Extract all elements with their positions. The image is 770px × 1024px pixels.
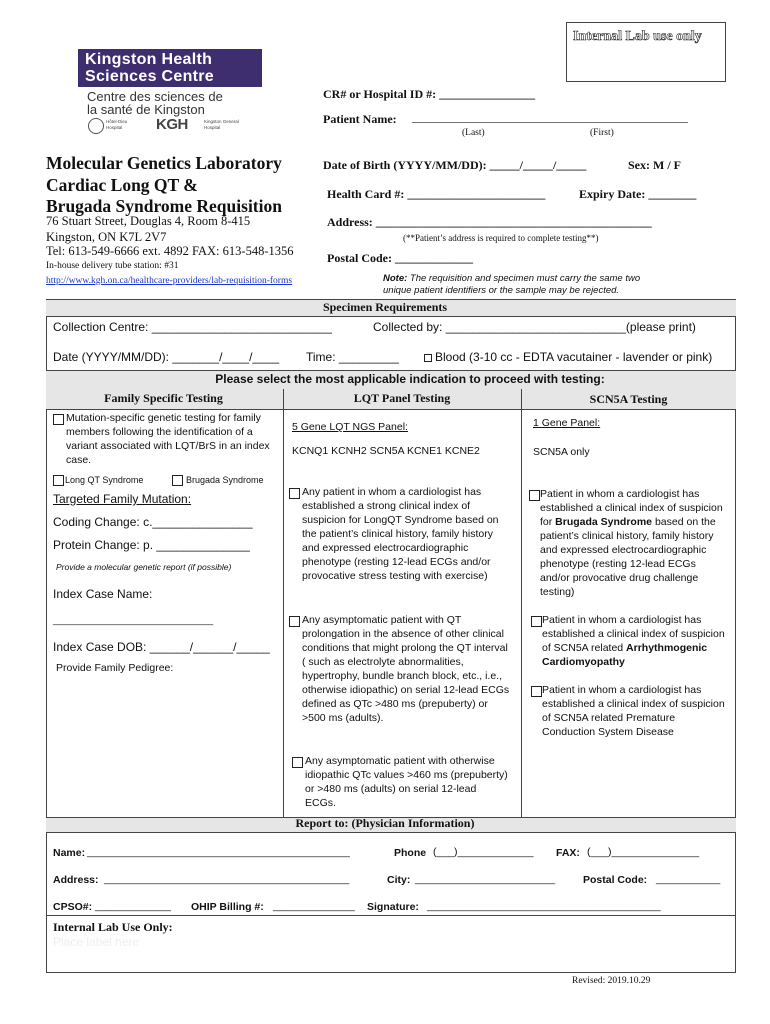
- lqt-option-1-checkbox[interactable]: [289, 488, 300, 499]
- physician-postal-field[interactable]: ___________: [656, 873, 721, 885]
- report-header: Report to: (Physician Information): [295, 816, 475, 830]
- physician-address-field[interactable]: __________________________________________: [104, 873, 350, 885]
- collected-by-field[interactable]: Collected by: ___________________________(please print): [373, 320, 696, 334]
- index-case-dob-field[interactable]: Index Case DOB: ______/______/_____: [53, 640, 270, 654]
- long-qt-option[interactable]: [53, 475, 143, 486]
- col-lqt-title: LQT Panel Testing: [353, 391, 451, 405]
- first-name-hint: (First): [590, 128, 614, 138]
- scn5a-panel-title: 1 Gene Panel:: [533, 417, 601, 429]
- expiry-date-field[interactable]: Expiry Date: ________: [579, 187, 697, 201]
- internal-bottom-label: Internal Lab Use Only:: [53, 920, 173, 934]
- targeted-mutation-label: Targeted Family Mutation:: [53, 492, 192, 506]
- col-scn5a-title: SCN5A Testing: [589, 392, 668, 406]
- mutation-specific-checkbox[interactable]: [53, 414, 64, 425]
- sex-field[interactable]: Sex: M / F: [628, 158, 681, 172]
- hotel-dieu-text-2: Hospital: [106, 125, 123, 130]
- lab-title-1: Molecular Genetics Laboratory: [46, 153, 282, 173]
- lqt-option-1-text: Any patient in whom a cardiologist has established a strong clinical index of suspicion for LongQT Syndrome based on the patient’s clinical history, family history and expressed electrocardiographic phenotype (resting 12-lead ECGs and/or provocative stress testing with exercise): [302, 486, 499, 582]
- lqt-option-3[interactable]: [291, 754, 509, 810]
- scn5a-option-3-checkbox[interactable]: [531, 686, 542, 697]
- physician-name-label: Name:: [53, 847, 86, 859]
- internal-bottom-divider: [46, 915, 736, 916]
- physician-fax-label: FAX:: [556, 847, 580, 859]
- blood-checkbox[interactable]: [424, 354, 432, 362]
- kgh-text-2: Hospital: [204, 125, 221, 130]
- address-note: (**Patient’s address is required to complete testing**): [403, 233, 599, 243]
- lab-address-1: 76 Stuart Street, Douglas 4, Room 8-415: [46, 214, 251, 228]
- collection-time-field[interactable]: Time: _________: [306, 350, 399, 364]
- internal-lab-label: Internal Lab use only: [573, 29, 702, 44]
- blood-label: Blood (3-10 cc - EDTA vacutainer - lavender or pink): [435, 350, 713, 364]
- long-qt-label: Long QT Syndrome: [65, 475, 144, 485]
- coding-change-field[interactable]: Coding Change: c._______________: [53, 515, 253, 529]
- scn5a-option-1-text: [540, 487, 728, 599]
- signature-field[interactable]: ________________________________________: [427, 900, 661, 912]
- health-card-field[interactable]: Health Card #: _______________________: [327, 187, 546, 201]
- divider-1: [283, 389, 284, 817]
- indication-header: Please select the most applicable indication to proceed with testing:: [215, 372, 605, 386]
- revised-date: Revised: 2019.10.29: [572, 976, 651, 986]
- identifier-note: [383, 273, 640, 297]
- hotel-dieu-text-1: Hôtel-Dieu: [106, 119, 128, 124]
- family-pedigree-label: Provide Family Pedigree:: [56, 662, 174, 674]
- blood-option[interactable]: [424, 350, 712, 364]
- signature-label: Signature:: [367, 901, 419, 913]
- cr-hospital-id-field[interactable]: CR# or Hospital ID #: ________________: [323, 87, 536, 101]
- patient-name-label: Patient Name:: [323, 112, 397, 126]
- logo-line2: Sciences Centre: [85, 68, 215, 85]
- brugada-checkbox[interactable]: [172, 475, 183, 486]
- scn5a-opt2-a: Patient in whom a cardiologist has established a clinical index of suspicion of SCN5A related: [542, 614, 725, 654]
- scn5a-option-2-checkbox[interactable]: [531, 616, 542, 627]
- brugada-option[interactable]: [172, 475, 264, 486]
- lab-address-2: Kingston, ON K7L 2V7: [46, 230, 167, 244]
- lqt-panel-title: 5 Gene LQT NGS Panel:: [292, 421, 408, 433]
- lab-title-3: Brugada Syndrome Requisition: [46, 196, 282, 216]
- scn5a-opt1-c: based on the patient’s clinical history, family history and expressed electrocardiographic phenotype (resting 12-lead ECGs and/or provocative drug challenge testing): [540, 516, 716, 598]
- physician-address-label: Address:: [53, 874, 99, 886]
- collection-centre-field[interactable]: Collection Centre: ___________________________: [53, 320, 332, 334]
- brugada-label: Brugada Syndrome: [186, 475, 264, 485]
- physician-name-field[interactable]: _____________________________________________: [87, 846, 350, 858]
- physician-city-field[interactable]: ________________________: [415, 873, 556, 885]
- scn5a-option-1[interactable]: [528, 487, 728, 599]
- physician-city-label: City:: [387, 874, 411, 886]
- internal-bottom-ghost: Place label here: [53, 935, 140, 949]
- lqt-option-1[interactable]: [288, 485, 510, 583]
- lqt-option-2-checkbox[interactable]: [289, 616, 300, 627]
- lqt-genes: KCNQ1 KCNH2 SCN5A KCNE1 KCNE2: [292, 445, 480, 457]
- scn5a-option-2-text: [542, 613, 728, 669]
- note-bold: Note:: [383, 273, 408, 284]
- genetic-report-note: Provide a molecular genetic report (if possible): [56, 562, 232, 572]
- logo-line1: Kingston Health: [85, 51, 213, 68]
- physician-fax-field[interactable]: (___)_______________: [587, 846, 700, 858]
- kgh-logo-text: KGH: [156, 116, 188, 133]
- divider-2: [521, 389, 522, 817]
- ohip-label: OHIP Billing #:: [191, 901, 264, 913]
- logo-french-1: Centre des sciences de: [87, 89, 223, 104]
- scn5a-option-3[interactable]: [530, 683, 728, 739]
- index-case-name-field[interactable]: ________________________________: [53, 615, 214, 625]
- scn5a-option-1-checkbox[interactable]: [529, 490, 540, 501]
- scn5a-option-3-text: Patient in whom a cardiologist has established a clinical index of suspicion of SCN5A related Premature Conduction System Disease: [542, 684, 725, 738]
- cpso-field[interactable]: _____________: [95, 900, 171, 912]
- long-qt-checkbox[interactable]: [53, 475, 64, 486]
- col-family-title: Family Specific Testing: [104, 391, 223, 405]
- ohip-field[interactable]: ______________: [273, 900, 355, 912]
- address-field[interactable]: Address: ______________________________________________: [327, 215, 652, 229]
- lqt-option-2[interactable]: [288, 613, 510, 725]
- collection-date-field[interactable]: Date (YYYY/MM/DD): _______/____/____: [53, 350, 280, 364]
- lab-delivery: In-house delivery tube station: #31: [46, 261, 179, 271]
- lab-url-link[interactable]: http://www.kgh.on.ca/healthcare-providers/lab-requisition-forms: [46, 276, 293, 286]
- physician-phone-field[interactable]: (___)_____________: [433, 846, 534, 858]
- physician-postal-label: Postal Code:: [583, 874, 648, 886]
- cpso-label: CPSO#:: [53, 901, 93, 913]
- specimen-header: Specimen Requirements: [322, 300, 448, 314]
- kingston-logo: [78, 49, 262, 87]
- last-name-hint: (Last): [462, 128, 485, 138]
- lab-title-2: Cardiac Long QT &: [46, 175, 198, 195]
- internal-lab-box: [566, 22, 726, 82]
- mutation-specific-text: Mutation-specific genetic testing for family members following the identification of a variant associated with LQT/BrS in an index case.: [66, 412, 270, 466]
- patient-name-field[interactable]: ______________________________________________: [412, 110, 688, 124]
- lqt-option-2-text: Any asymptomatic patient with QT prolongation in the absence of other clinical conditions that might prolong the QT interval ( such as electrolyte abnormalities, hypertrophy, bundle branch block, etc., i.e., otherwise idiopathic) on serial 12-lead ECGs defined as QTc >480 ms (prepuberty) or >500 ms (adults).: [302, 614, 510, 724]
- kgh-text-1: Kingston General: [204, 119, 239, 124]
- index-case-name-label: Index Case Name:: [53, 587, 153, 601]
- mutation-specific-option[interactable]: [53, 411, 275, 467]
- scn5a-opt1-a: Patient in whom a cardiologist has established a clinical index of suspicion for: [540, 488, 723, 528]
- scn5a-opt2-b: Arrhythmogenic Cardiomyopathy: [542, 642, 708, 668]
- note-text-1: The requisition and specimen must carry the same two: [407, 273, 641, 284]
- protein-change-field[interactable]: Protein Change: p. ______________: [53, 538, 250, 552]
- dob-field[interactable]: Date of Birth (YYYY/MM/DD): _____/_____/_____: [323, 158, 587, 172]
- lab-tel: Tel: 613-549-6666 ext. 4892 FAX: 613-548-1356: [46, 244, 294, 258]
- scn5a-only: SCN5A only: [533, 446, 590, 458]
- lqt-option-3-checkbox[interactable]: [292, 757, 303, 768]
- postal-code-field[interactable]: Postal Code: _____________: [327, 251, 473, 265]
- lqt-option-3-text: Any asymptomatic patient with otherwise idiopathic QTc values >460 ms (prepuberty) or >480 ms (adults) on serial 12-lead ECGs.: [305, 755, 508, 809]
- scn5a-opt1-b: Brugada Syndrome: [555, 516, 653, 528]
- hotel-dieu-icon: [88, 118, 104, 134]
- note-text-2: unique patient identifiers or the sample may be rejected.: [383, 285, 620, 296]
- scn5a-option-2[interactable]: [530, 613, 728, 669]
- physician-phone-label: Phone: [394, 847, 427, 859]
- logo-french-2: la santé de Kingston: [87, 102, 205, 117]
